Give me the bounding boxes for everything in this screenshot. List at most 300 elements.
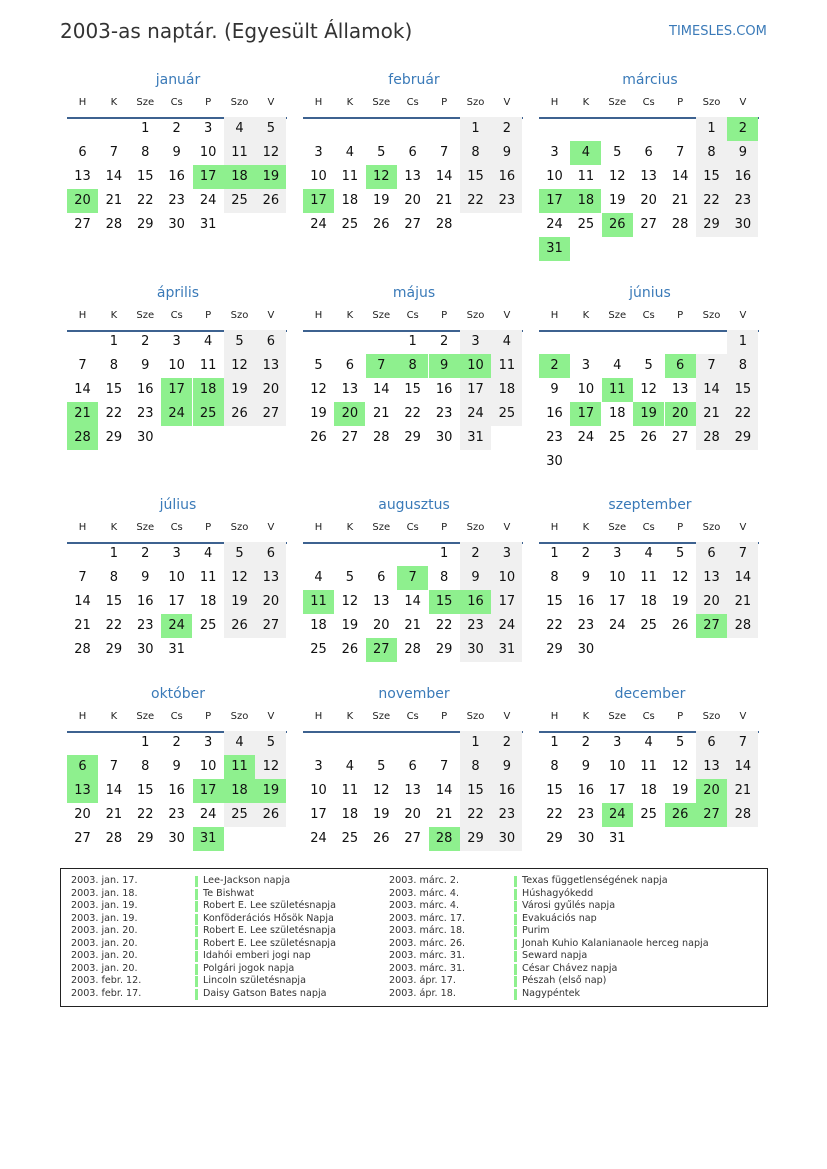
legend-date: 2003. jan. 20. xyxy=(71,950,138,961)
day-cell: 21 xyxy=(727,590,758,614)
day-cell: 8 xyxy=(696,141,727,165)
day-cell: 12 xyxy=(224,354,255,378)
legend-holiday-name: Polgári jogok napja xyxy=(203,962,295,974)
legend-date: 2003. márc. 26. xyxy=(389,937,466,949)
month-name: június xyxy=(629,285,671,301)
day-cell: 22 xyxy=(696,189,727,213)
day-cell: 20 xyxy=(255,590,286,614)
day-cell: 4 xyxy=(644,546,653,561)
day-cell: 18 xyxy=(609,406,626,421)
day-cell: 9 xyxy=(141,358,150,373)
weekday-header: V xyxy=(267,711,275,722)
legend-holiday-name: Pészah (első nap) xyxy=(522,975,607,986)
day-cell: 18 xyxy=(341,193,359,208)
day-cell: 10 xyxy=(168,358,185,373)
legend-holiday-name: Lincoln születésnapja xyxy=(203,975,306,986)
day-cell: 2 xyxy=(491,117,522,141)
day-cell: 5 xyxy=(675,735,685,750)
day-cell: 14 xyxy=(435,169,453,184)
day-cell: 14 xyxy=(373,382,390,397)
weekday-header: V xyxy=(739,711,747,722)
day-cell: 25 xyxy=(199,618,217,633)
day-cell: 16 xyxy=(491,779,522,803)
legend-marker xyxy=(195,901,198,912)
day-cell: 7 xyxy=(109,145,119,160)
legend-marker xyxy=(195,926,198,937)
weekday-header: K xyxy=(110,522,118,533)
weekday-header: Cs xyxy=(170,522,183,533)
brand-link[interactable]: TIMESLES.COM xyxy=(669,24,767,39)
day-cell: 14 xyxy=(74,382,91,397)
day-cell: 26 xyxy=(373,831,390,846)
day-cell: 23 xyxy=(727,189,758,213)
day-cell: 6 xyxy=(78,145,87,160)
day-cell: 3 xyxy=(581,358,591,373)
day-cell: 8 xyxy=(550,570,559,585)
day-cell: 15 xyxy=(105,382,123,397)
day-cell: 11 xyxy=(640,570,657,585)
day-cell: 26 xyxy=(310,430,327,445)
day-cell: 20 xyxy=(255,378,286,402)
day-cell: 24 xyxy=(460,402,491,426)
weekday-header: H xyxy=(78,310,87,321)
day-cell: 17 xyxy=(193,165,224,189)
day-cell: 9 xyxy=(491,141,522,165)
day-cell: 26 xyxy=(224,614,255,638)
legend-holiday-name: César Chávez napja xyxy=(522,962,618,974)
weekday-header: Szo xyxy=(230,711,249,722)
legend-holiday-name: Jonah Kuhio Kalanianaole herceg napja xyxy=(522,937,709,949)
month-name: február xyxy=(388,72,440,88)
day-cell: 19 xyxy=(671,783,689,798)
weekday-header: H xyxy=(550,310,559,321)
day-cell: 18 xyxy=(570,189,601,213)
legend-holiday-name: Városi gyűlés napja xyxy=(522,900,616,911)
day-cell: 28 xyxy=(67,426,98,450)
day-cell: 4 xyxy=(224,117,255,141)
day-cell: 11 xyxy=(341,783,359,798)
day-cell: 15 xyxy=(429,590,460,614)
day-cell: 22 xyxy=(137,193,154,208)
day-cell: 1 xyxy=(109,546,119,561)
day-cell: 21 xyxy=(696,402,727,426)
day-cell: 24 xyxy=(577,430,595,445)
weekday-header: Cs xyxy=(406,310,419,321)
weekday-header: V xyxy=(267,310,275,321)
weekday-header: Sze xyxy=(372,97,391,108)
day-cell: 5 xyxy=(314,358,323,373)
weekday-header: P xyxy=(441,522,448,533)
day-cell: 30 xyxy=(168,217,185,232)
weekday-header: Szo xyxy=(702,310,721,321)
day-cell: 30 xyxy=(491,827,522,851)
day-cell: 10 xyxy=(199,145,217,160)
legend-marker xyxy=(514,914,517,925)
day-cell: 23 xyxy=(137,618,154,633)
day-cell: 21 xyxy=(105,193,123,208)
day-cell: 14 xyxy=(105,783,123,798)
day-cell: 26 xyxy=(255,189,286,213)
day-cell: 2 xyxy=(172,121,181,136)
day-cell: 13 xyxy=(696,755,727,779)
legend-holiday-name: Idahói emberi jogi nap xyxy=(203,950,311,961)
legend-marker xyxy=(195,989,198,1000)
day-cell: 27 xyxy=(74,217,91,232)
day-cell: 3 xyxy=(550,145,559,160)
day-cell: 22 xyxy=(546,618,563,633)
month-name: november xyxy=(378,686,450,702)
day-cell: 12 xyxy=(255,141,286,165)
day-cell: 6 xyxy=(377,570,386,585)
day-cell: 27 xyxy=(404,831,421,846)
day-cell: 22 xyxy=(137,807,154,822)
day-cell: 17 xyxy=(539,189,570,213)
legend-marker xyxy=(514,889,517,900)
day-cell: 14 xyxy=(105,169,123,184)
day-cell: 3 xyxy=(613,546,622,561)
day-cell: 20 xyxy=(640,193,657,208)
day-cell: 12 xyxy=(671,570,689,585)
day-cell: 13 xyxy=(640,169,657,184)
day-cell: 12 xyxy=(373,783,390,798)
day-cell: 22 xyxy=(546,807,563,822)
day-cell: 25 xyxy=(640,618,657,633)
day-cell: 8 xyxy=(141,145,150,160)
day-cell: 15 xyxy=(404,382,421,397)
day-cell: 2 xyxy=(141,546,150,561)
day-cell: 5 xyxy=(377,759,386,774)
day-cell: 11 xyxy=(640,759,657,774)
weekday-header: Cs xyxy=(406,97,419,108)
legend-marker xyxy=(195,876,198,887)
day-cell: 28 xyxy=(373,430,390,445)
day-cell: 14 xyxy=(696,378,727,402)
legend-date: 2003. jan. 19. xyxy=(71,912,138,924)
day-cell: 28 xyxy=(74,642,91,657)
weekday-header: Cs xyxy=(642,522,655,533)
day-cell: 27 xyxy=(640,217,657,232)
day-cell: 16 xyxy=(435,382,453,397)
day-cell: 2 xyxy=(581,735,591,750)
weekday-header: Szo xyxy=(230,97,249,108)
day-cell: 10 xyxy=(546,169,563,184)
day-cell: 4 xyxy=(570,141,601,165)
legend-holiday-name: Nagypéntek xyxy=(522,987,581,999)
day-cell: 22 xyxy=(460,803,491,827)
day-cell: 21 xyxy=(435,193,453,208)
weekday-header: H xyxy=(550,97,559,108)
day-cell: 8 xyxy=(727,354,758,378)
day-cell: 18 xyxy=(640,783,657,798)
day-cell: 30 xyxy=(137,430,154,445)
day-cell: 3 xyxy=(613,735,622,750)
month-name: január xyxy=(155,72,201,88)
day-cell: 7 xyxy=(78,358,87,373)
legend-holiday-name: Evakuációs nap xyxy=(522,912,597,924)
weekday-header: Cs xyxy=(406,522,419,533)
day-cell: 9 xyxy=(550,382,559,397)
weekday-header: Sze xyxy=(136,97,155,108)
weekday-header: Szo xyxy=(466,97,485,108)
day-cell: 30 xyxy=(168,831,185,846)
weekday-header: K xyxy=(582,711,590,722)
day-cell: 4 xyxy=(345,145,355,160)
day-cell: 5 xyxy=(377,145,386,160)
legend-date: 2003. jan. 20. xyxy=(71,925,138,936)
day-cell: 27 xyxy=(255,614,286,638)
day-cell: 27 xyxy=(404,217,421,232)
weekday-header: H xyxy=(314,97,323,108)
day-cell: 7 xyxy=(696,354,727,378)
day-cell: 10 xyxy=(310,169,327,184)
day-cell: 7 xyxy=(366,354,397,378)
weekday-header: V xyxy=(267,522,275,533)
day-cell: 19 xyxy=(224,590,255,614)
day-cell: 8 xyxy=(460,141,491,165)
day-cell: 1 xyxy=(408,334,417,349)
day-cell: 4 xyxy=(314,570,323,585)
day-cell: 10 xyxy=(460,354,491,378)
weekday-header: H xyxy=(78,97,87,108)
day-cell: 17 xyxy=(168,594,185,609)
day-cell: 13 xyxy=(696,566,727,590)
legend-marker xyxy=(514,976,517,987)
legend-date: 2003. jan. 19. xyxy=(71,900,138,911)
day-cell: 8 xyxy=(439,570,449,585)
day-cell: 25 xyxy=(224,803,255,827)
weekday-header: Cs xyxy=(170,97,183,108)
day-cell: 15 xyxy=(727,378,758,402)
weekday-header: V xyxy=(503,310,511,321)
day-cell: 1 xyxy=(141,121,150,136)
day-cell: 29 xyxy=(137,217,154,232)
day-cell: 25 xyxy=(193,402,224,426)
day-cell: 1 xyxy=(550,735,559,750)
weekday-header: P xyxy=(677,522,684,533)
day-cell: 24 xyxy=(310,831,327,846)
day-cell: 26 xyxy=(373,217,390,232)
day-cell: 22 xyxy=(105,618,123,633)
weekday-header: Sze xyxy=(608,711,627,722)
weekday-header: K xyxy=(346,97,354,108)
day-cell: 1 xyxy=(460,731,491,755)
day-cell: 6 xyxy=(255,542,286,566)
legend-holiday-name: Daisy Gatson Bates napja xyxy=(203,987,327,999)
weekday-header: Sze xyxy=(608,97,627,108)
day-cell: 18 xyxy=(199,594,217,609)
day-cell: 5 xyxy=(224,542,255,566)
day-cell: 14 xyxy=(404,594,421,609)
day-cell: 10 xyxy=(577,382,595,397)
legend-marker xyxy=(195,976,198,987)
day-cell: 17 xyxy=(310,807,327,822)
day-cell: 13 xyxy=(671,382,689,397)
day-cell: 28 xyxy=(404,642,421,657)
weekday-header: Sze xyxy=(372,310,391,321)
day-cell: 21 xyxy=(727,779,758,803)
day-cell: 2 xyxy=(439,334,449,349)
day-cell: 18 xyxy=(491,378,522,402)
day-cell: 1 xyxy=(460,117,491,141)
day-cell: 27 xyxy=(341,430,359,445)
legend-holiday-name: Seward napja xyxy=(522,950,588,961)
day-cell: 15 xyxy=(105,594,123,609)
weekday-header: V xyxy=(267,97,275,108)
day-cell: 4 xyxy=(203,546,213,561)
day-cell: 10 xyxy=(609,759,626,774)
day-cell: 22 xyxy=(460,189,491,213)
day-cell: 20 xyxy=(665,402,696,426)
day-cell: 29 xyxy=(546,642,563,657)
day-cell: 11 xyxy=(303,590,334,614)
day-cell: 8 xyxy=(550,759,559,774)
day-cell: 25 xyxy=(609,430,626,445)
day-cell: 25 xyxy=(640,807,657,822)
day-cell: 30 xyxy=(577,642,595,657)
legend-date: 2003. febr. 17. xyxy=(71,987,142,999)
legend-marker xyxy=(514,989,517,1000)
day-cell: 23 xyxy=(577,618,595,633)
day-cell: 26 xyxy=(640,430,657,445)
month-name: december xyxy=(614,686,686,702)
day-cell: 11 xyxy=(341,169,359,184)
day-cell: 22 xyxy=(105,406,123,421)
day-cell: 13 xyxy=(74,169,91,184)
weekday-header: H xyxy=(314,310,323,321)
weekday-header: Cs xyxy=(642,97,655,108)
day-cell: 19 xyxy=(224,378,255,402)
day-cell: 27 xyxy=(671,430,689,445)
day-cell: 28 xyxy=(429,827,460,851)
day-cell: 31 xyxy=(168,642,185,657)
day-cell: 23 xyxy=(546,430,563,445)
day-cell: 17 xyxy=(193,779,224,803)
day-cell: 18 xyxy=(193,378,224,402)
day-cell: 1 xyxy=(141,735,150,750)
day-cell: 4 xyxy=(491,330,522,354)
day-cell: 24 xyxy=(199,807,217,822)
day-cell: 16 xyxy=(491,165,522,189)
day-cell: 7 xyxy=(109,759,119,774)
day-cell: 7 xyxy=(397,566,428,590)
day-cell: 8 xyxy=(460,755,491,779)
day-cell: 9 xyxy=(581,759,591,774)
day-cell: 2 xyxy=(491,731,522,755)
day-cell: 23 xyxy=(435,406,453,421)
weekday-header: P xyxy=(677,97,684,108)
day-cell: 15 xyxy=(460,165,491,189)
day-cell: 15 xyxy=(460,779,491,803)
day-cell: 1 xyxy=(696,117,727,141)
day-cell: 12 xyxy=(341,594,359,609)
day-cell: 2 xyxy=(460,542,491,566)
legend-date: 2003. febr. 12. xyxy=(71,975,142,986)
day-cell: 18 xyxy=(341,807,359,822)
day-cell: 14 xyxy=(74,594,91,609)
day-cell: 28 xyxy=(727,803,758,827)
weekday-header: H xyxy=(78,711,87,722)
day-cell: 29 xyxy=(105,642,123,657)
day-cell: 31 xyxy=(491,638,522,662)
day-cell: 6 xyxy=(408,145,417,160)
day-cell: 15 xyxy=(137,783,154,798)
day-cell: 16 xyxy=(546,406,563,421)
day-cell: 20 xyxy=(67,189,98,213)
day-cell: 11 xyxy=(224,141,255,165)
day-cell: 7 xyxy=(727,731,758,755)
day-cell: 14 xyxy=(671,169,689,184)
weekday-header: P xyxy=(441,97,448,108)
day-cell: 5 xyxy=(224,330,255,354)
day-cell: 5 xyxy=(345,570,355,585)
day-cell: 13 xyxy=(373,594,390,609)
day-cell: 21 xyxy=(67,402,98,426)
day-cell: 6 xyxy=(408,759,417,774)
day-cell: 13 xyxy=(404,169,421,184)
legend-holiday-name: Texas függetlenségének napja xyxy=(522,875,668,886)
weekday-header: H xyxy=(314,711,323,722)
day-cell: 12 xyxy=(310,382,327,397)
day-cell: 13 xyxy=(404,783,421,798)
weekday-header: Cs xyxy=(642,711,655,722)
weekday-header: Szo xyxy=(466,310,485,321)
legend-marker xyxy=(195,964,198,975)
day-cell: 15 xyxy=(546,594,563,609)
weekday-header: P xyxy=(677,310,684,321)
day-cell: 19 xyxy=(255,779,286,803)
day-cell: 23 xyxy=(577,807,595,822)
day-cell: 16 xyxy=(168,169,185,184)
day-cell: 11 xyxy=(224,755,255,779)
weekday-header: Szo xyxy=(230,522,249,533)
day-cell: 1 xyxy=(109,334,119,349)
day-cell: 26 xyxy=(255,803,286,827)
weekday-header: P xyxy=(205,310,212,321)
day-cell: 11 xyxy=(199,570,217,585)
day-cell: 16 xyxy=(577,783,595,798)
day-cell: 20 xyxy=(404,807,421,822)
weekday-header: V xyxy=(503,711,511,722)
legend-date: 2003. márc. 4. xyxy=(389,900,459,911)
month-name: október xyxy=(151,686,205,702)
day-cell: 22 xyxy=(404,406,421,421)
day-cell: 7 xyxy=(727,542,758,566)
day-cell: 29 xyxy=(460,827,491,851)
day-cell: 23 xyxy=(491,803,522,827)
day-cell: 24 xyxy=(310,217,327,232)
day-cell: 29 xyxy=(105,430,123,445)
day-cell: 7 xyxy=(439,759,449,774)
weekday-header: Cs xyxy=(170,310,183,321)
day-cell: 3 xyxy=(172,334,181,349)
legend-marker xyxy=(514,876,517,887)
weekday-header: Szo xyxy=(702,97,721,108)
day-cell: 19 xyxy=(310,406,327,421)
weekday-header: Cs xyxy=(406,711,419,722)
day-cell: 31 xyxy=(460,426,491,450)
day-cell: 3 xyxy=(172,546,181,561)
day-cell: 2 xyxy=(141,334,150,349)
day-cell: 11 xyxy=(491,354,522,378)
weekday-header: Sze xyxy=(136,310,155,321)
day-cell: 15 xyxy=(546,783,563,798)
day-cell: 8 xyxy=(141,759,150,774)
day-cell: 19 xyxy=(609,193,626,208)
legend-marker xyxy=(195,914,198,925)
day-cell: 7 xyxy=(439,145,449,160)
day-cell: 19 xyxy=(341,618,359,633)
day-cell: 21 xyxy=(671,193,689,208)
